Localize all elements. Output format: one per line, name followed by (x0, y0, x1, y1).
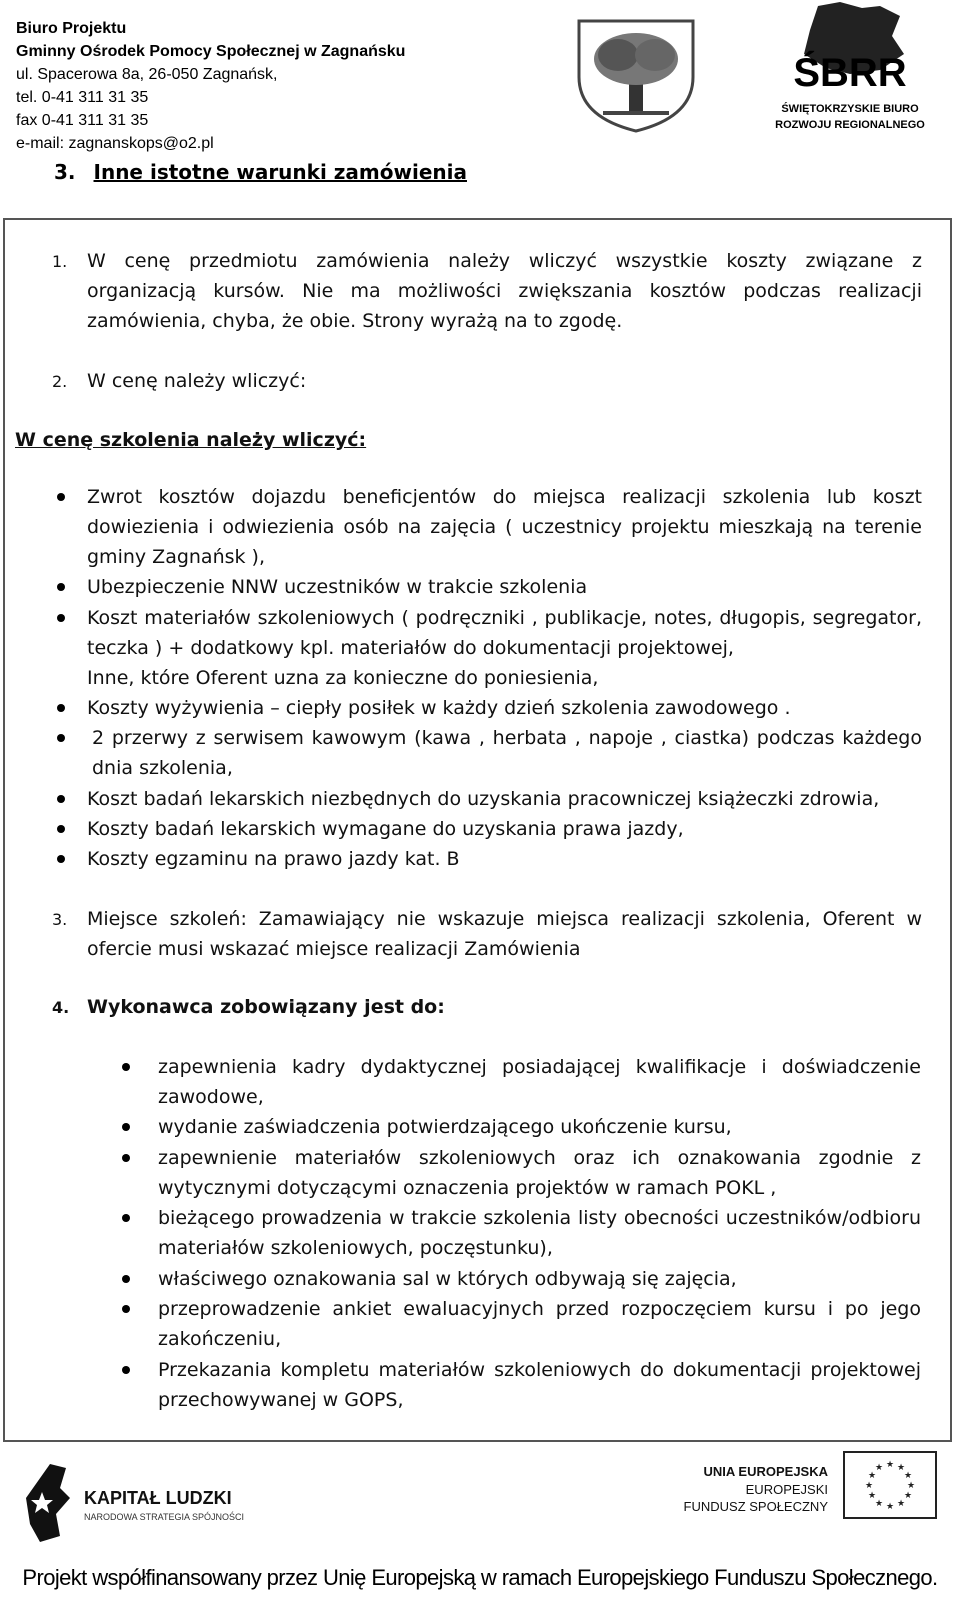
list-item: Koszt badań lekarskich niezbędnych do uzyskania pracowniczej książeczki zdrowia, (87, 788, 880, 810)
item-number: 1. (52, 252, 68, 271)
header-line: Biuro Projektu (16, 20, 127, 37)
bullet-icon (122, 1305, 130, 1313)
header-line: ul. Spacerowa 8a, 26-050 Zagnańsk, (16, 66, 278, 83)
list-item: Zwrot kosztów dojazdu beneficjentów do miejsca realizacji szkolenia lub koszt dowiezienia i odwiezienia osób na zajęcia ( uczestnicy projektu mieszkają na terenie gminy Zagnańsk ), (87, 486, 922, 568)
bullet-icon (57, 704, 65, 712)
list-item: 2 przerwy z serwisem kawowym (kawa , herbata , napoje , ciastka) podczas każdego dnia szkolenia, (92, 727, 922, 779)
sbrr-logo (770, 2, 930, 137)
bullet-icon (57, 614, 65, 622)
subheading: W cenę szkolenia należy wliczyć: (15, 429, 367, 451)
svg-text:★: ★ (906, 1481, 916, 1491)
section-number: 3. (54, 160, 76, 184)
list-item: zapewnienie materiałów szkoleniowych oraz ich oznakowania zgodnie z wytycznymi dotyczącymi oznaczenia projektów w ramach POKL , (158, 1147, 921, 1199)
bullet-icon (122, 1123, 130, 1131)
svg-text:★: ★ (903, 1471, 913, 1481)
bullet-icon (122, 1275, 130, 1283)
item-3-text: Miejsce szkoleń: Zamawiający nie wskazuje miejsca realizacji szkolenia, Oferent w ofercie musi wskazać miejsce realizacji Zamówienia (87, 908, 922, 960)
eu-logo-line-1: UNIA EUROPEJSKA (703, 1464, 828, 1479)
svg-text:★: ★ (903, 1491, 913, 1501)
list-item: właściwego oznakowania sal w których odbywają się zajęcia, (158, 1268, 737, 1290)
bullet-icon (57, 855, 65, 863)
svg-text:★: ★ (867, 1471, 877, 1481)
list-item: Koszty egzaminu na prawo jazdy kat. B (87, 848, 460, 870)
item-2-text: W cenę należy wliczyć: (87, 370, 307, 392)
header-line: e-mail: zagnanskops@o2.pl (16, 135, 214, 152)
list-item: zapewnienia kadry dydaktycznej posiadającej kwalifikacje i doświadczenie zawodowe, (158, 1056, 921, 1108)
kapital-ludzki-subtitle: NARODOWA STRATEGIA SPÓJNOŚCI (84, 1512, 245, 1522)
eu-social-fund-logo (683, 1448, 950, 1548)
list-item: bieżącego prowadzenia w trakcie szkolenia listy obecności uczestników/odbioru materiałów szkoleniowych, poczęstunku), (158, 1207, 921, 1259)
list-item: Koszty wyżywienia – ciepły posiłek w każdy dzień szkolenia zawodowego . (87, 697, 791, 719)
bullet-icon (57, 493, 65, 501)
svg-text:★: ★ (885, 1460, 895, 1470)
bullet-icon (122, 1063, 130, 1071)
kapital-ludzki-logo (20, 1458, 275, 1548)
header-line: fax 0-41 311 31 35 (16, 112, 149, 129)
svg-text:★: ★ (864, 1481, 874, 1491)
bullet-icon (122, 1214, 130, 1222)
list-item: wydanie zaświadczenia potwierdzającego ukończenie kursu, (158, 1116, 732, 1138)
item-number: 4. (52, 998, 70, 1017)
bullet-icon (57, 734, 65, 742)
item-4-text: Wykonawca zobowiązany jest do: (87, 996, 445, 1018)
sbrr-logo-subtitle-2: ROZWOJU REGIONALNEGO (775, 119, 925, 131)
bullet-icon (122, 1366, 130, 1374)
sbrr-logo-subtitle-1: ŚWIĘTOKRZYSKIE BIURO (781, 103, 919, 115)
svg-text:★: ★ (874, 1463, 884, 1473)
bullet-icon (122, 1154, 130, 1162)
item-1-text: W cenę przedmiotu zamówienia należy wliczyć wszystkie koszty związane z organizacją kursów. Nie ma możliwości zwiększania kosztów podczas realizacji zamówienia, chyba, że obie. Strony wyrażą na to zgodę. (87, 250, 922, 332)
svg-text:★: ★ (867, 1491, 877, 1501)
item-number: 2. (52, 372, 68, 391)
bullet-icon (57, 825, 65, 833)
gmina-coat-of-arms-logo (573, 17, 699, 133)
list-item-continuation: Inne, które Oferent uzna za konieczne do poniesienia, (87, 667, 599, 689)
item-number: 3. (52, 910, 68, 929)
list-item: Przekazania kompletu materiałów szkoleniowych do dokumentacji projektowej przechowywanej w GOPS, (158, 1359, 921, 1411)
list-item: przeprowadzenie ankiet ewaluacyjnych przed rozpoczęciem kursu i po jego zakończeniu, (158, 1298, 921, 1350)
footer-note: Projekt współfinansowany przez Unię Europejską w ramach Europejskiego Funduszu Społecznego. (22, 1565, 938, 1590)
kapital-ludzki-title: KAPITAŁ LUDZKI (84, 1488, 232, 1508)
bullet-icon (57, 583, 65, 591)
list-item: Ubezpieczenie NNW uczestników w trakcie szkolenia (87, 576, 588, 598)
svg-text:★: ★ (896, 1463, 906, 1473)
svg-text:★: ★ (885, 1502, 895, 1512)
svg-text:★: ★ (874, 1499, 884, 1509)
header-line: Gminny Ośrodek Pomocy Społecznej w Zagnańsku (16, 43, 406, 60)
bullet-icon (57, 795, 65, 803)
header-line: tel. 0-41 311 31 35 (16, 89, 149, 106)
list-item: Koszt materiałów szkoleniowych ( podręczniki , publikacje, notes, długopis, segregator, teczka ) + dodatkowy kpl. materiałów do dokumentacji projektowej, (87, 607, 922, 659)
section-title: Inne istotne warunki zamówienia (93, 160, 467, 184)
svg-text:★: ★ (896, 1499, 906, 1509)
list-item: Koszty badań lekarskich wymagane do uzyskania prawa jazdy, (87, 818, 684, 840)
sbrr-logo-text: ŚBRR (793, 51, 907, 95)
eu-logo-line-3: FUNDUSZ SPOŁECZNY (683, 1499, 828, 1514)
section-heading (54, 160, 467, 184)
eu-logo-line-2: EUROPEJSKI (745, 1482, 828, 1497)
